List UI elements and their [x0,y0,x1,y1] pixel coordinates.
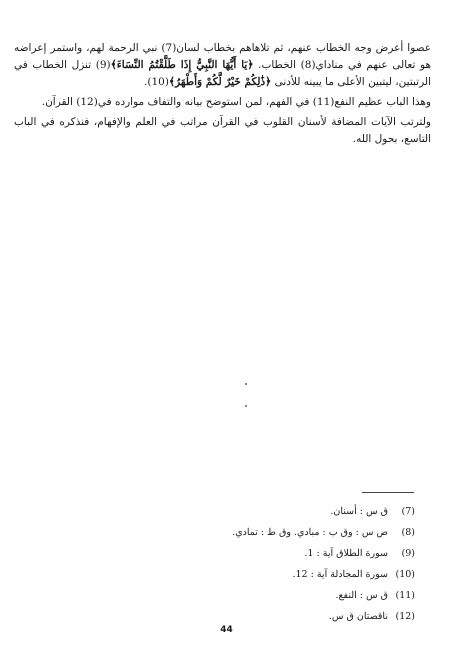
footnote-number: (9) [401,548,415,559]
scan-speck [245,405,247,407]
footnote-number: (10) [395,569,415,580]
footnote-text: سورة المجادلة آية : 12. [292,569,388,580]
footnote [40,585,415,606]
text-run: وهذا الباب عظيم النفع(11) في الفهم، لمن استوضح بيانه والتفاف موارده في(12) القرآن. [41,96,431,108]
footnote-text: ق س : النفع. [335,590,388,601]
footnote [40,564,415,585]
quran-verse: ﴿ذَٰلِكُمْ خَيْرٌ لَّكُمْ وَأَطْهَرُ﴾ [168,76,272,88]
footnote [40,522,415,543]
text-run: (10). [144,76,169,88]
footnote-number: (12) [395,611,415,622]
footnote [40,501,415,522]
footnote-number: (11) [395,590,415,601]
footnotes-section [40,501,415,627]
footnote-text: ناقصتان ق س. [328,611,388,622]
paragraph [14,40,431,91]
text-run: (9) تنزل الخطاب في الرتبتين، ليتبين الأعلى ما يبينه للأدنى [14,59,431,88]
quran-verse: ﴿يَا أَيُّهَا النَّبِيُّ إِذَا طَلَّقْتُمُ النِّسَاءَ﴾ [110,59,254,71]
paragraph [14,94,431,111]
footnote-text: ص س : وق ب : مبادي. وق ط : تمادي. [232,527,388,538]
scan-speck [245,383,247,385]
footnote-text: ق س : أسنان. [330,506,388,517]
footnote [40,606,415,627]
text-run: عصوا أعرض وجه الخطاب عنهم، ثم تلاهاهم بخطاب لسان(7) نبي الرحمة لهم، واستمر إعراضه هو تعالى عنهم في مناداي(8) الخطاب. [14,42,431,71]
page-number: 44 [220,625,233,635]
footnote-text: سورة الطلاق آية : 1. [304,548,388,559]
text-run: ولترتب الآيات المضافة لأسنان القلوب في القرآن مراتب في العلم والإفهام، فنذكره في الباب التاسع، بحول الله. [14,116,431,145]
footnote [40,543,415,564]
paragraph [14,114,431,148]
main-text [14,40,431,151]
footnote-number: (7) [401,506,415,517]
footnote-number: (8) [401,527,415,538]
footnote-divider [362,492,414,493]
